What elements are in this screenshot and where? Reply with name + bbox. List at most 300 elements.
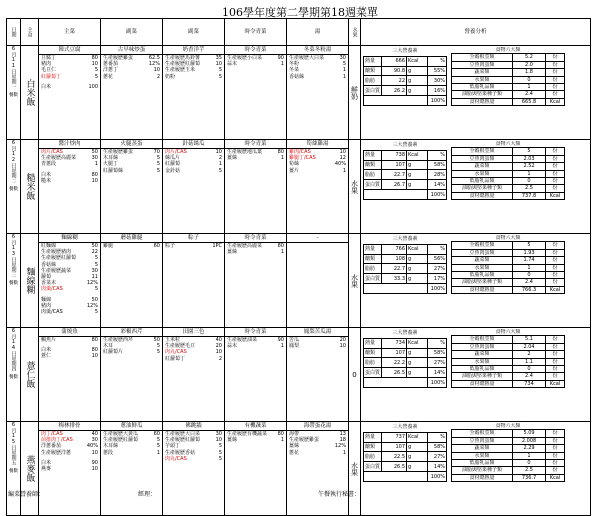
macro-label: 脂肪 xyxy=(364,76,382,86)
food-group-row xyxy=(452,185,565,192)
ingredient-amount: 5 xyxy=(156,167,160,174)
food-group-value: 2.03 xyxy=(513,155,546,162)
side1-dish-name: 古早味炒蛋 xyxy=(101,46,162,55)
food-group-label: 低脂乳品類 xyxy=(452,271,513,278)
ingredient-row xyxy=(39,450,100,456)
food-group-value: 5 xyxy=(513,148,546,155)
food-group-label: 油脂與堅果種子類 xyxy=(452,279,513,286)
veg-dish-cell xyxy=(225,140,287,234)
macro-value: 107 xyxy=(382,348,407,358)
ingredient-amount: 10 xyxy=(91,61,98,68)
ingredient-amount: 60 xyxy=(153,243,160,249)
ingredient-amount: 40 xyxy=(91,431,98,437)
ingredient-name: 薑絲 xyxy=(227,155,238,162)
ingredient-amount: 10 xyxy=(339,343,346,350)
food-group-row xyxy=(452,452,565,459)
food-group-total-unit: Kcal xyxy=(546,192,565,199)
macro-unit: g xyxy=(407,462,428,472)
food-group-row xyxy=(452,69,565,76)
ingredient-row xyxy=(163,356,224,362)
macro-label: 醣類 xyxy=(364,442,382,452)
macro-label: 熱量 xyxy=(364,150,382,160)
ingredient-amount: 5 xyxy=(156,343,160,350)
side2-dish-cell xyxy=(163,328,225,422)
macro-table xyxy=(363,329,447,388)
ingredient-name: 生產履歷紅蘿蔔 xyxy=(165,61,201,68)
macro-total: 100% xyxy=(428,378,447,388)
macro-head-label: 三大營養素 xyxy=(392,142,418,149)
macro-unit: Kcal xyxy=(407,244,428,254)
staple-name: 燕麥飯 xyxy=(24,455,35,482)
macro-percent: 58% xyxy=(428,348,447,358)
side2-dish-name: 佛跳牆 xyxy=(163,422,224,431)
macro-total: 100% xyxy=(428,472,447,482)
food-group-total-label: 食材總熱量 xyxy=(452,380,513,387)
side2-dish-cell xyxy=(163,46,225,140)
ingredient-name: 粽子 xyxy=(165,243,176,249)
ingredient-amount: 5 xyxy=(218,443,222,450)
food-group-unit: 份 xyxy=(546,467,565,474)
ingredient-amount: 12 xyxy=(339,155,346,162)
fruit-cell xyxy=(349,422,361,516)
macro-unit: g xyxy=(407,180,428,190)
ingredient-row xyxy=(225,437,286,443)
ingredient-amount: 20 xyxy=(215,343,222,350)
soup-dish-cell xyxy=(287,46,349,140)
staple-ingredient-name: 燕麥 xyxy=(41,466,52,473)
food-group-row xyxy=(452,242,565,249)
staple-ingredient-name: 豬肉 xyxy=(41,302,52,309)
ingredient-amount: 1 xyxy=(342,73,346,80)
food-group-unit: 份 xyxy=(546,358,565,365)
ingredient-amount: 80 xyxy=(91,55,98,61)
ingredient-amount: 30 xyxy=(91,155,98,162)
page-title: 106學年度第二學期第18週菜單 xyxy=(222,6,378,19)
ingredient-row xyxy=(163,456,224,462)
ingredient-row xyxy=(287,450,348,456)
food-group-table xyxy=(451,47,565,106)
macro-head xyxy=(364,423,447,432)
food-group-value: 2 xyxy=(513,351,546,358)
side1-dish-cell xyxy=(101,422,163,516)
staple-ingredient-row xyxy=(39,466,100,472)
ingredient-amount: 30 xyxy=(91,267,98,274)
nutrition-panels xyxy=(363,329,588,388)
food-group-head-label: 食物六大類 xyxy=(495,329,521,336)
macro-label: 醣類 xyxy=(364,348,382,358)
ingredient-row xyxy=(287,343,348,349)
price-label: 餐數 xyxy=(9,281,18,286)
ingredient-row xyxy=(225,61,286,67)
ingredient-name: 生產履歷雞蛋 xyxy=(103,149,134,155)
food-group-label: 低脂乳品類 xyxy=(452,177,513,184)
staple-cell xyxy=(21,140,39,234)
food-group-row xyxy=(452,148,565,155)
ingredient-name: 蒜末 xyxy=(227,61,238,68)
food-group-value: 1.93 xyxy=(513,249,546,256)
staple-name: 薏仁飯 xyxy=(24,361,35,388)
main-dish-cell xyxy=(39,140,101,234)
macro-percent: % xyxy=(428,56,447,66)
ingredient-amount: 1 xyxy=(280,155,284,162)
staple-ingredient-amount: 50 xyxy=(91,296,98,303)
ingredient-name: 木耳 xyxy=(103,343,114,350)
ingredient-amount: 5 xyxy=(156,161,160,168)
food-group-total-row xyxy=(452,286,565,293)
macro-total-row xyxy=(364,190,447,200)
date-text: 6月12日星期二 xyxy=(10,140,17,183)
macro-label: 熱量 xyxy=(364,432,382,442)
staple-ingredient-name: 糙米 xyxy=(41,177,52,184)
nutrition-cell xyxy=(361,46,591,140)
price-label: 餐數 xyxy=(9,469,18,474)
ingredient-name: 薑絲 xyxy=(289,443,300,450)
veg-dish-cell xyxy=(225,46,287,140)
ingredient-name: 生產履歷雞蛋 xyxy=(103,55,134,61)
date-text: 6月13日星期三 xyxy=(10,234,17,277)
food-group-row xyxy=(452,445,565,452)
food-group-label: 低脂乳品類 xyxy=(452,365,513,372)
food-group-unit: 份 xyxy=(546,459,565,466)
side1-dish-name: 火腿蒸蛋 xyxy=(101,140,162,149)
food-group-label: 豆魚肉蛋類 xyxy=(452,155,513,162)
macro-row xyxy=(364,180,447,190)
ingredient-name: 薑片 xyxy=(289,167,300,174)
ingredient-row xyxy=(163,243,224,249)
macro-row xyxy=(364,56,447,66)
ingredient-name: 紅蘿蔔絲 xyxy=(103,167,124,174)
ingredient-name: 生產履歷玉米 xyxy=(165,67,196,74)
macro-label: 蛋白質 xyxy=(364,368,382,378)
fruit-text: 鮮奶 xyxy=(350,85,359,100)
macro-total: 100% xyxy=(428,190,447,200)
soup-dish-cell xyxy=(287,328,349,422)
ingredient-name: 香菇絲 xyxy=(289,73,305,80)
ingredient-amount: 10 xyxy=(215,349,222,356)
macro-label: 蛋白質 xyxy=(364,274,382,284)
food-group-row xyxy=(452,249,565,256)
side2-dish-cell xyxy=(163,422,225,516)
macro-total-row xyxy=(364,284,447,294)
food-group-value: 2.4 xyxy=(513,373,546,380)
food-group-unit: 份 xyxy=(546,351,565,358)
macro-value: 26.7 xyxy=(382,180,407,190)
food-group-label: 全穀根莖類 xyxy=(452,242,513,249)
food-group-unit: 份 xyxy=(546,264,565,271)
header-row xyxy=(7,19,591,46)
food-group-row xyxy=(452,163,565,170)
food-group-value: 5.2 xyxy=(513,54,546,61)
date-cell xyxy=(7,140,21,234)
ingredient-row xyxy=(225,343,286,349)
food-group-label: 水果類 xyxy=(452,452,513,459)
macro-value: 734 xyxy=(382,338,407,348)
macro-unit: g xyxy=(407,160,428,170)
nutritionist-label: 編菜營養師： xyxy=(8,491,45,498)
food-group-total-value: 665.8 xyxy=(513,98,546,105)
nutrition-panels xyxy=(363,423,588,482)
ingredient-name: 生產履歷大白菜 xyxy=(289,55,325,61)
ingredient-amount: 13 xyxy=(339,431,346,437)
macro-percent: 14% xyxy=(428,368,447,378)
ingredient-name: 生產履歷油菜 xyxy=(227,337,258,343)
ingredient-amount: 1 xyxy=(156,449,160,456)
ingredient-name: 洋蔥番茄 xyxy=(41,443,62,450)
food-group-row xyxy=(452,170,565,177)
ingredient-row xyxy=(163,168,224,174)
macro-value: 108 xyxy=(382,254,407,264)
fruit-cell xyxy=(349,328,361,422)
ingredient-row xyxy=(287,74,348,80)
ingredient-name: 苦瓜 xyxy=(289,337,300,343)
ingredient-amount: 12% xyxy=(148,61,160,68)
price-label: 餐數 xyxy=(9,187,18,192)
ingredient-amount: 5 xyxy=(94,286,98,293)
ingredient-amount: 90 xyxy=(277,337,284,343)
macro-head xyxy=(364,235,447,244)
macro-total-blank xyxy=(364,378,428,388)
ingredient-amount: 1PC xyxy=(212,243,222,249)
ingredient-amount: 5 xyxy=(218,449,222,456)
food-group-value: 1.8 xyxy=(513,69,546,76)
macro-total: 100% xyxy=(428,284,447,294)
food-group-row xyxy=(452,264,565,271)
food-group-label: 全穀根莖類 xyxy=(452,430,513,437)
food-group-label: 全穀根莖類 xyxy=(452,336,513,343)
ingredient-name: 香菇絲 xyxy=(41,261,57,268)
staple-ingredient-amount: 100 xyxy=(88,83,98,90)
ingredient-name: 木耳絲 xyxy=(103,155,119,162)
food-group-value: 2.5 xyxy=(513,467,546,474)
macro-percent: 56% xyxy=(428,254,447,264)
ingredient-amount: 22 xyxy=(91,249,98,256)
ingredient-amount: 5 xyxy=(218,73,222,80)
ingredient-name: 冬粉 xyxy=(289,61,300,68)
ingredient-name: 木耳絲 xyxy=(103,443,119,450)
ingredient-amount: 10 xyxy=(91,449,98,456)
food-group-total-label: 食材總熱量 xyxy=(452,286,513,293)
veg-dish-name: 時令青菜 xyxy=(225,234,286,243)
food-group-label: 低脂乳品類 xyxy=(452,83,513,90)
ingredient-amount: 50 xyxy=(91,243,98,249)
food-group-row xyxy=(452,83,565,90)
fruit-cell xyxy=(349,234,361,328)
food-group-label: 水果類 xyxy=(452,170,513,177)
food-group-label: 豆魚肉蛋類 xyxy=(452,437,513,444)
macro-row xyxy=(364,86,447,96)
food-group-unit: 份 xyxy=(546,242,565,249)
ingredient-name: 豬肉 xyxy=(41,61,52,68)
staple-cell xyxy=(21,422,39,516)
macro-label: 醣類 xyxy=(364,66,382,76)
food-group-total-row xyxy=(452,380,565,387)
macro-percent: 58% xyxy=(428,442,447,452)
veg-dish-name: 有機蔬菜 xyxy=(225,422,286,431)
food-group-unit: 份 xyxy=(546,177,565,184)
macro-unit: g xyxy=(407,86,428,96)
veg-dish-cell xyxy=(225,328,287,422)
ingredient-amount: 80 xyxy=(277,149,284,155)
main-dish-cell xyxy=(39,234,101,328)
date-text: 6月11日星期一 xyxy=(10,46,17,89)
macro-head xyxy=(364,47,447,56)
ingredient-name: 生產履歷毛豆 xyxy=(165,343,196,350)
ingredient-amount: 50 xyxy=(153,337,160,343)
food-group-label: 油脂與堅果種子類 xyxy=(452,185,513,192)
ingredient-amount: 10 xyxy=(153,67,160,74)
ingredient-name: 香菜末 xyxy=(41,280,57,287)
header-fruit: 水果 xyxy=(349,19,361,46)
macro-table xyxy=(363,423,447,482)
staple-ingredient-name: 肉羹/CAS xyxy=(41,309,63,316)
staple-ingredient-row xyxy=(39,353,100,359)
food-group-value: 5.09 xyxy=(513,430,546,437)
ingredient-amount: 5 xyxy=(218,67,222,74)
macro-row xyxy=(364,452,447,462)
side1-dish-cell xyxy=(101,46,163,140)
ingredient-name: 紅麵線 xyxy=(41,243,57,249)
ingredient-name: 薑絲 xyxy=(227,437,238,444)
food-group-unit: 份 xyxy=(546,365,565,372)
food-group-table xyxy=(451,141,565,200)
macro-unit: g xyxy=(407,358,428,368)
food-group-value: 0 xyxy=(513,76,546,83)
food-group-total-unit: Kcal xyxy=(546,98,565,105)
ingredient-name: 紅蘿蔔片 xyxy=(103,349,124,356)
food-group-total-label: 食材總熱量 xyxy=(452,474,513,481)
header-main: 主菜 xyxy=(39,19,101,46)
macro-label: 脂肪 xyxy=(364,452,382,462)
ingredient-row xyxy=(101,450,162,456)
ingredient-name: 蔥花 xyxy=(103,73,114,80)
food-group-value: 0 xyxy=(513,271,546,278)
food-group-row xyxy=(452,336,565,343)
staple-ingredient-name: 白米 xyxy=(41,347,52,354)
header-soup: 湯 xyxy=(287,19,349,46)
food-group-head xyxy=(452,141,565,148)
ingredient-name: 生產履歷香菇 xyxy=(165,449,196,456)
ingredient-name: 洋蔥丁 xyxy=(103,67,119,74)
macro-row xyxy=(364,368,447,378)
macro-value: 766 xyxy=(382,244,407,254)
food-group-unit: 份 xyxy=(546,148,565,155)
ingredient-row xyxy=(225,155,286,161)
ingredient-name: 肉丁/CAS xyxy=(41,431,63,437)
food-group-label: 豆魚肉蛋類 xyxy=(452,343,513,350)
macro-value: 22.7 xyxy=(382,170,407,180)
food-group-label: 水果類 xyxy=(452,76,513,83)
fruit-text: 水果 xyxy=(350,461,359,476)
day-row xyxy=(7,328,591,422)
ingredient-name: 蔥段 xyxy=(103,449,114,456)
side1-dish-cell xyxy=(101,328,163,422)
macro-unit: g xyxy=(407,254,428,264)
food-group-label: 油脂與堅果種子類 xyxy=(452,91,513,98)
food-group-row xyxy=(452,351,565,358)
food-group-unit: 份 xyxy=(546,336,565,343)
staple-ingredient-name: 白米 xyxy=(41,171,52,178)
ingredient-amount: 5 xyxy=(156,437,160,444)
macro-label: 蛋白質 xyxy=(364,462,382,472)
ingredient-name: 雞肉/CAS xyxy=(289,149,311,155)
ingredient-name: 奶粉 xyxy=(165,73,176,80)
food-group-row xyxy=(452,373,565,380)
staple-name: 白米飯 xyxy=(24,79,35,106)
ingredient-name: 薑絲 xyxy=(227,249,238,256)
nutrition-panels xyxy=(363,47,588,106)
macro-unit: g xyxy=(407,66,428,76)
food-group-unit: 份 xyxy=(546,445,565,452)
side1-dish-name: 彩椒西芹 xyxy=(101,328,162,337)
food-group-value: 5.1 xyxy=(513,336,546,343)
ingredient-name: 生產履歷紅蘿蔔 xyxy=(103,437,139,444)
macro-unit: g xyxy=(407,264,428,274)
ingredient-name: 生產履歷大白菜 xyxy=(165,431,201,437)
ingredient-amount: 1 xyxy=(342,449,346,456)
food-group-row xyxy=(452,437,565,444)
food-group-row xyxy=(452,155,565,162)
macro-label: 蛋白質 xyxy=(364,180,382,190)
soup-dish-name: 鳳梨苦瓜湯 xyxy=(287,328,348,337)
macro-value: 26.5 xyxy=(382,462,407,472)
ingredient-name: 芋頭丁 xyxy=(165,443,181,450)
main-dish-name: 韓式豆腐 xyxy=(39,46,100,55)
ingredient-name: 紅蘿蔔丁 xyxy=(41,73,62,80)
executive-label: 午餐執行秘書： xyxy=(318,491,361,498)
food-group-head xyxy=(452,329,565,336)
macro-unit: g xyxy=(407,76,428,86)
macro-label: 脂肪 xyxy=(364,170,382,180)
food-group-head-label: 食物六大類 xyxy=(495,47,521,54)
ingredient-amount: 10 xyxy=(215,149,222,155)
macro-row xyxy=(364,254,447,264)
food-group-unit: 份 xyxy=(546,185,565,192)
food-group-unit: 份 xyxy=(546,343,565,350)
food-group-unit: 份 xyxy=(546,76,565,83)
macro-percent: 17% xyxy=(428,274,447,284)
ingredient-row xyxy=(287,168,348,174)
day-row xyxy=(7,422,591,516)
food-group-value: 1 xyxy=(513,264,546,271)
macro-unit: g xyxy=(407,368,428,378)
macro-head xyxy=(364,141,447,150)
ingredient-name: 毛豆仁 xyxy=(41,67,57,74)
staple-ingredient-amount: 90 xyxy=(91,459,98,466)
macro-value: 666 xyxy=(382,56,407,66)
macro-label: 熱量 xyxy=(364,244,382,254)
side2-dish-name: 粽子 xyxy=(163,234,224,243)
macro-head-label: 三大營養素 xyxy=(392,48,418,55)
staple-cell xyxy=(21,46,39,140)
main-dish-cell xyxy=(39,46,101,140)
fruit-cell xyxy=(349,140,361,234)
ingredient-amount: 70 xyxy=(153,149,160,155)
day-row xyxy=(7,46,591,140)
food-group-value: 5 xyxy=(513,242,546,249)
macro-row xyxy=(364,432,447,442)
food-group-value: 1 xyxy=(513,452,546,459)
ingredient-amount: 62.5 xyxy=(148,55,160,61)
ingredient-name: 冬菜 xyxy=(289,67,300,74)
macro-label: 熱量 xyxy=(364,56,382,66)
food-group-row xyxy=(452,177,565,184)
ingredient-amount: 5 xyxy=(94,73,98,80)
ingredient-amount: 10 xyxy=(339,149,346,155)
food-group-total-unit: Kcal xyxy=(546,286,565,293)
macro-row xyxy=(364,274,447,284)
food-group-value: 1 xyxy=(513,83,546,90)
menu-table xyxy=(6,18,591,516)
